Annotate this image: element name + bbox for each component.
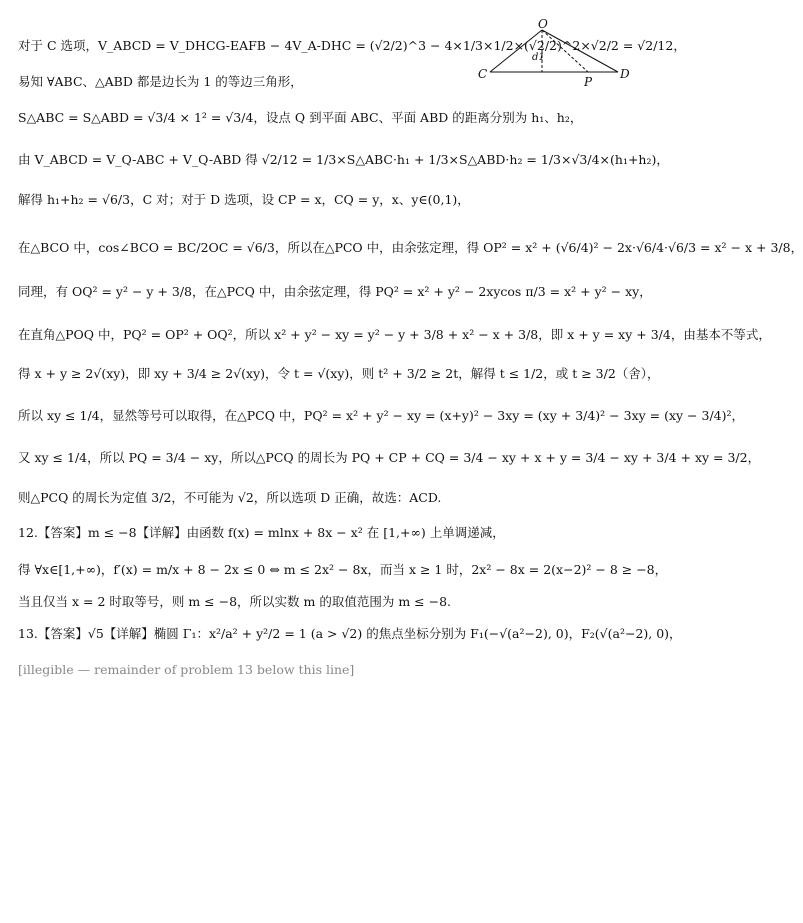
line-11: 又 xy ≤ 1/4，所以 PQ = 3/4 − xy，所以△PCQ 的周长为 PQ + CP + CQ = 3/4 − xy + x + y = 3/4 − xy + 3/4 + xy = 3/2，: [18, 450, 761, 465]
diagram-label-p: P: [584, 75, 593, 89]
line-13: 12.【答案】m ≤ −8【详解】由函数 f(x) = mlnx + 8x − x² 在 [1,+∞) 上单调递减，: [18, 525, 505, 540]
illegible-note: [illegible — remainder of problem 13 below this line]: [18, 662, 355, 677]
line-1: 对于 C 选项，V_ABCD = V_DHCG-EAFB − 4V_A-DHC = (√2/2)^3 − 4×1/3×1/2×(√2/2)^2×√2/2 = √2/12，: [18, 38, 686, 53]
line-3: S△ABC = S△ABD = √3/4 × 1² = √3/4，设点 Q 到平面 ABC、平面 ABD 的距离分别为 h₁、h₂，: [18, 110, 583, 125]
diagram-label-c: C: [478, 67, 488, 81]
diagram-label-o: O: [538, 17, 548, 31]
line-4: 由 V_ABCD = V_Q-ABC + V_Q-ABD 得 √2/12 = 1/3×S△ABC·h₁ + 1/3×S△ABD·h₂ = 1/3×√3/4×(h₁+h₂)，: [18, 152, 669, 167]
line-6: 在△BCO 中，cos∠BCO = BC/2OC = √6/3，所以在△PCO 中，由余弦定理，得 OP² = x² + (√6/4)² − 2x·√6/4·√6/3 = x² − x + 3/8，: [18, 240, 803, 255]
line-10: 所以 xy ≤ 1/4，显然等号可以取得，在△PCQ 中，PQ² = x² + y² − xy = (x+y)² − 3xy = (xy + 3/4)² − 3xy = (xy − 3/4)²，: [18, 408, 745, 423]
diagram-label-d: D: [620, 67, 630, 81]
line-9: 得 x + y ≥ 2√(xy)，即 xy + 3/4 ≥ 2√(xy)，令 t = √(xy)，则 t² + 3/2 ≥ 2t，解得 t ≤ 1/2，或 t ≥ 3/2（舍），: [18, 366, 660, 381]
line-12: 则△PCQ 的周长为定值 3/2，不可能为 √2，所以选项 D 正确，故选：ACD.: [18, 490, 442, 505]
line-8: 在直角△POQ 中，PQ² = OP² + OQ²，所以 x² + y² − xy = y² − y + 3/8 + x² − x + 3/8，即 x + y = xy + 3/4，由基本不等式，: [18, 327, 771, 342]
line-15: 当且仅当 x = 2 时取等号，则 m ≤ −8，所以实数 m 的取值范围为 m ≤ −8.: [18, 594, 451, 609]
line-7: 同理，有 OQ² = y² − y + 3/8，在△PCQ 中，由余弦定理，得 PQ² = x² + y² − 2xycos π/3 = x² + y² − xy，: [18, 284, 652, 299]
triangle-diagram: [470, 17, 630, 90]
line-16: 13.【答案】√5【详解】椭圆 Γ₁：x²/a² + y²/2 = 1 (a > √2) 的焦点坐标分别为 F₁(−√(a²−2), 0)，F₂(√(a²−2), 0)，: [18, 626, 682, 641]
line-5: 解得 h₁+h₂ = √6/3，C 对；对于 D 选项，设 CP = x，CQ = y，x、y∈(0,1)，: [18, 192, 470, 207]
line-2: 易知 ∀ABC、△ABD 都是边长为 1 的等边三角形，: [18, 74, 303, 89]
diagram-label-d1: d1: [532, 52, 545, 63]
line-14: 得 ∀x∈[1,+∞)，f′(x) = m/x + 8 − 2x ≤ 0 ⇔ m ≤ 2x² − 8x，而当 x ≥ 1 时，2x² − 8x = 2(x−2)² − 8 ≥ −8，: [18, 562, 668, 577]
